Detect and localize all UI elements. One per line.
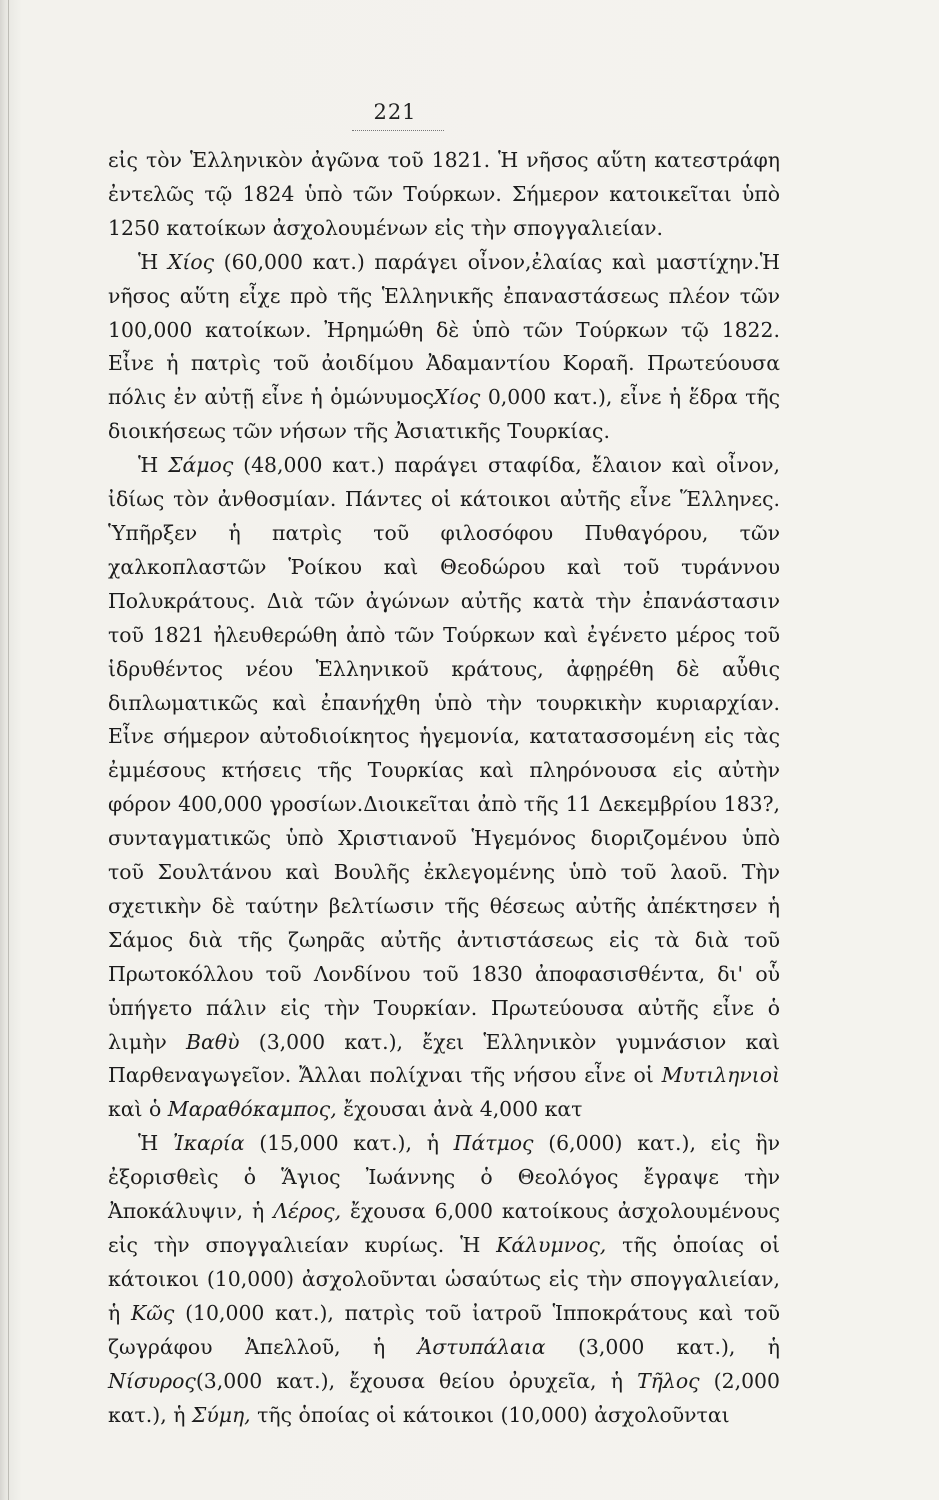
place-name: Ἰκαρία [172, 1131, 245, 1156]
paragraph-text: καὶ ὁ [108, 1097, 168, 1122]
paragraph-text: (3,000 κατ.), ἔχει Ἑλληνικὸν γυμνάσιον καὶ Παρθεναγωγεῖον. Ἄλλαι πολίχναι τῆς νήσου εἶνε οἱ [108, 1029, 780, 1088]
paragraph-text: τῆς ὁποίας οἱ κάτοικοι (10,000) ἀσχολοῦνται [250, 1402, 730, 1427]
paragraph-lead: Ἡ [138, 453, 169, 478]
paragraph-dodecanese [108, 1127, 780, 1432]
place-name: Χίος [167, 249, 215, 274]
place-name: Κῶς [131, 1300, 175, 1325]
paragraph-lead: Ἡ [138, 249, 168, 274]
paragraph-text: (60,000 κατ.) παράγει οἶνον,ἐλαίας καὶ μαστίχην.Ἡ νῆσος αὕτη εἶχε πρὸ τῆς Ἑλληνικῆς ἐπαναστάσεως πλέον τῶν 100,000 κατοίκων. Ἠρημώθη δὲ ὑπὸ τῶν Τούρκων τῷ 1822. Εἶνε ἡ πατρὶς τοῦ ἀοιδίμου Ἀδαμαντίου Κοραῆ. Πρωτεύουσα πόλις ἐν αὐτῇ εἶνε ἡ ὁμώνυμος [108, 249, 780, 410]
place-name: Πάτμος [453, 1131, 534, 1156]
place-name: Βαθὺ [186, 1029, 240, 1054]
page-number: 221 [373, 100, 417, 124]
paragraph-text: (6,000) κατ.), εἰς ἣν ἐξορισθεὶς ὁ Ἅγιος Ἰωάννης ὁ Θεολόγος ἔγραψε τὴν Ἀποκάλυψιν, ἡ [108, 1131, 780, 1224]
paragraph-text: 0,000 κατ.), εἶνε ἡ ἕδρα τῆς διοικήσεως τῶν νήσων τῆς Ἀσιατικῆς Τουρκίας. [108, 385, 780, 444]
place-name: Μαραθόκαμπος, [167, 1097, 337, 1122]
place-name: Κάλυμνος, [496, 1233, 607, 1257]
place-name: Σάμος [168, 453, 234, 478]
paragraph-text: ἔχουσα 6,000 κατοίκους ἀσχολουμένους εἰς τὴν σπογγαλιείαν κυρίως. Ἡ [108, 1199, 780, 1257]
paragraph-text: (15,000 κατ.), ἡ [244, 1131, 454, 1156]
page-gutter [8, 0, 9, 1500]
place-name: Τῆλος [637, 1368, 700, 1393]
paragraph-samos [108, 449, 780, 1127]
place-name: Λέρος, [273, 1199, 342, 1224]
header-rule [352, 130, 444, 131]
paragraph-lead: Ἡ [138, 1131, 173, 1156]
paragraph-text: (3,000 κατ.), ἔχουσα θείου ὀρυχεῖα, ἡ [195, 1368, 638, 1393]
place-name: Σύμη, [191, 1402, 251, 1427]
paragraph-text: (10,000 κατ.), πατρὶς τοῦ ἰατροῦ Ἱπποκράτους καὶ τοῦ ζωγράφου Ἀπελλοῦ, ἡ [108, 1300, 780, 1359]
paragraph-text: (48,000 κατ.) παράγει σταφίδα, ἔλαιον καὶ οἶνον, ἰδίως τὸν ἀνθοσμίαν. Πάντες οἱ κάτοικοι αὐτῆς εἶνε Ἕλληνες. Ὑπῆρξεν ἡ πατρὶς τοῦ φιλοσόφου Πυθαγόρου, τῶν χαλκοπλαστῶν Ῥοίκου καὶ Θεοδώρου καὶ τοῦ τυράννου Πολυκράτους. Διὰ τῶν ἀγώνων αὐτῆς κατὰ τὴν ἐπανάστασιν τοῦ 1821 ἠλευθερώθη ἀπὸ τῶν Τούρκων καὶ ἐγένετο μέρος τοῦ ἱδρυθέντος νέου Ἑλληνικοῦ κράτους, ἀφῃρέθη δὲ αὖθις διπλωματικῶς καὶ ἐπανήχθη ὑπὸ τὴν τουρκικὴν κυριαρχίαν. Εἶνε σήμερον αὐτοδιοίκητος ἡγεμονία, κατατασσομένη εἰς τὰς ἐμμέσους κτήσεις τῆς Τουρκίας καὶ πληρόνουσα εἰς αὐτὴν φόρον 400,000 γροσίων.Διοικεῖται ἀπὸ τῆς 11 Δεκεμβρίου 183?, συνταγματικῶς ὑπὸ Χριστιανοῦ Ἡγεμόνος διοριζομένου ὑπὸ τοῦ Σουλτάνου καὶ Βουλῆς ἐκλεγομένης ὑπὸ τοῦ λαοῦ. Τὴν σχετικὴν δὲ ταύτην βελτίωσιν τῆς θέσεως αὐτῆς ἀπέκτησεν ἡ Σάμος διὰ τῆς ζωηρᾶς αὐτῆς ἀντιστάσεως εἰς τὰ διὰ τοῦ Πρωτοκόλλου τοῦ Λονδίνου τοῦ 1830 ἀποφασισθέντα, δι' οὗ ὑπήγετο πάλιν εἰς τὴν Τουρκίαν. Πρωτεύουσα αὐτῆς εἶνε ὁ λιμὴν [108, 453, 780, 1054]
paragraph-intro [108, 144, 780, 246]
paragraph-text: εἰς τὸν Ἑλληνικὸν ἀγῶνα τοῦ 1821. Ἡ νῆσος αὕτη κατεστράφη ἐντελῶς τῷ 1824 ὑπὸ τῶν Τούρκων. Σήμερον κατοικεῖται ὑπὸ 1250 κατοίκων ἀσχολουμένων εἰς τὴν σπογγαλιείαν. [108, 148, 780, 240]
paragraph-text: (2,000 κατ.), ἡ [108, 1368, 781, 1427]
paragraph-text: τῆς ὁποίας οἱ κάτοικοι (10,000) ἀσχολοῦνται ὡσαύτως εἰς τὴν σπογγαλιείαν, ἡ [108, 1233, 780, 1325]
body-text [108, 144, 780, 1432]
place-name: Μυτιληνιοὶ [661, 1063, 780, 1088]
paragraph-text: ἔχουσαι ἀνὰ 4,000 κατ [336, 1097, 583, 1122]
place-name: Χίος [434, 385, 481, 410]
paragraph-text: (3,000 κατ.), ἡ [545, 1334, 780, 1359]
paragraph-chios [108, 246, 780, 449]
place-name: Ἀστυπάλαια [417, 1334, 546, 1359]
place-name: Νίσυρος [108, 1368, 196, 1393]
